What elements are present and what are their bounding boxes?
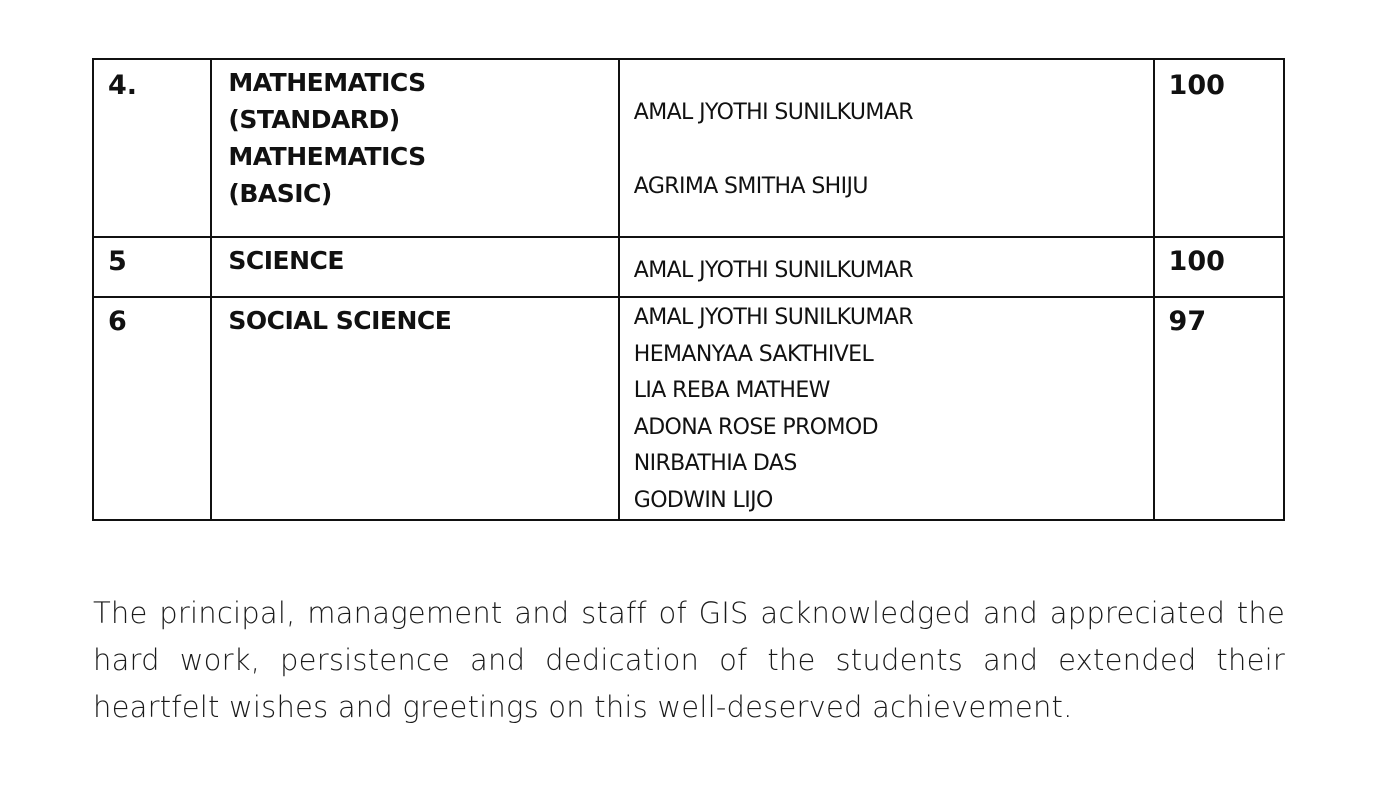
serial-number: 6 <box>93 297 211 520</box>
student-name: AGRIMA SMITHA SHIJU <box>633 174 868 199</box>
student-name: AMAL JYOTHI SUNILKUMAR <box>633 305 913 330</box>
name-spacer <box>634 131 1153 168</box>
subject-line: MATHEMATICS <box>228 142 426 171</box>
subject-line: (STANDARD) <box>228 105 400 134</box>
student-name: AMAL JYOTHI SUNILKUMAR <box>633 258 913 283</box>
subject-line: (BASIC) <box>228 179 332 208</box>
serial-number: 5 <box>93 237 211 297</box>
table-row <box>93 297 1284 520</box>
subject-line: SCIENCE <box>228 246 344 275</box>
marks-cell: 97 <box>1154 297 1284 520</box>
student-name: GODWIN LIJO <box>633 487 773 513</box>
student-names-cell <box>619 59 1154 237</box>
serial-number: 4. <box>93 59 211 237</box>
student-name: HEMANYAA SAKTHIVEL <box>633 341 874 367</box>
student-name: NIRBATHIA DAS <box>633 451 797 476</box>
marks-cell: 100 <box>1154 237 1284 297</box>
closing-paragraph: The principal, management and staff of GIS acknowledged and appreciated the hard work, persistence and dedication of the students and extended their heartfelt wishes and greetings on this well-deserved achievement. <box>93 596 1285 724</box>
table-row <box>93 237 1284 297</box>
subject-cell <box>211 59 618 237</box>
toppers-table <box>92 58 1285 521</box>
student-name: ADONA ROSE PROMOD <box>633 414 878 440</box>
subject-line: MATHEMATICS <box>228 68 426 97</box>
student-name: AMAL JYOTHI SUNILKUMAR <box>633 100 913 125</box>
student-names-cell <box>619 237 1154 297</box>
subject-line: SOCIAL SCIENCE <box>228 306 452 335</box>
marks-cell: 100 <box>1154 59 1284 237</box>
student-name: LIA REBA MATHEW <box>633 378 830 403</box>
subject-cell <box>211 297 618 520</box>
table-row <box>93 59 1284 237</box>
subject-cell <box>211 237 618 297</box>
student-names-cell <box>619 297 1154 520</box>
